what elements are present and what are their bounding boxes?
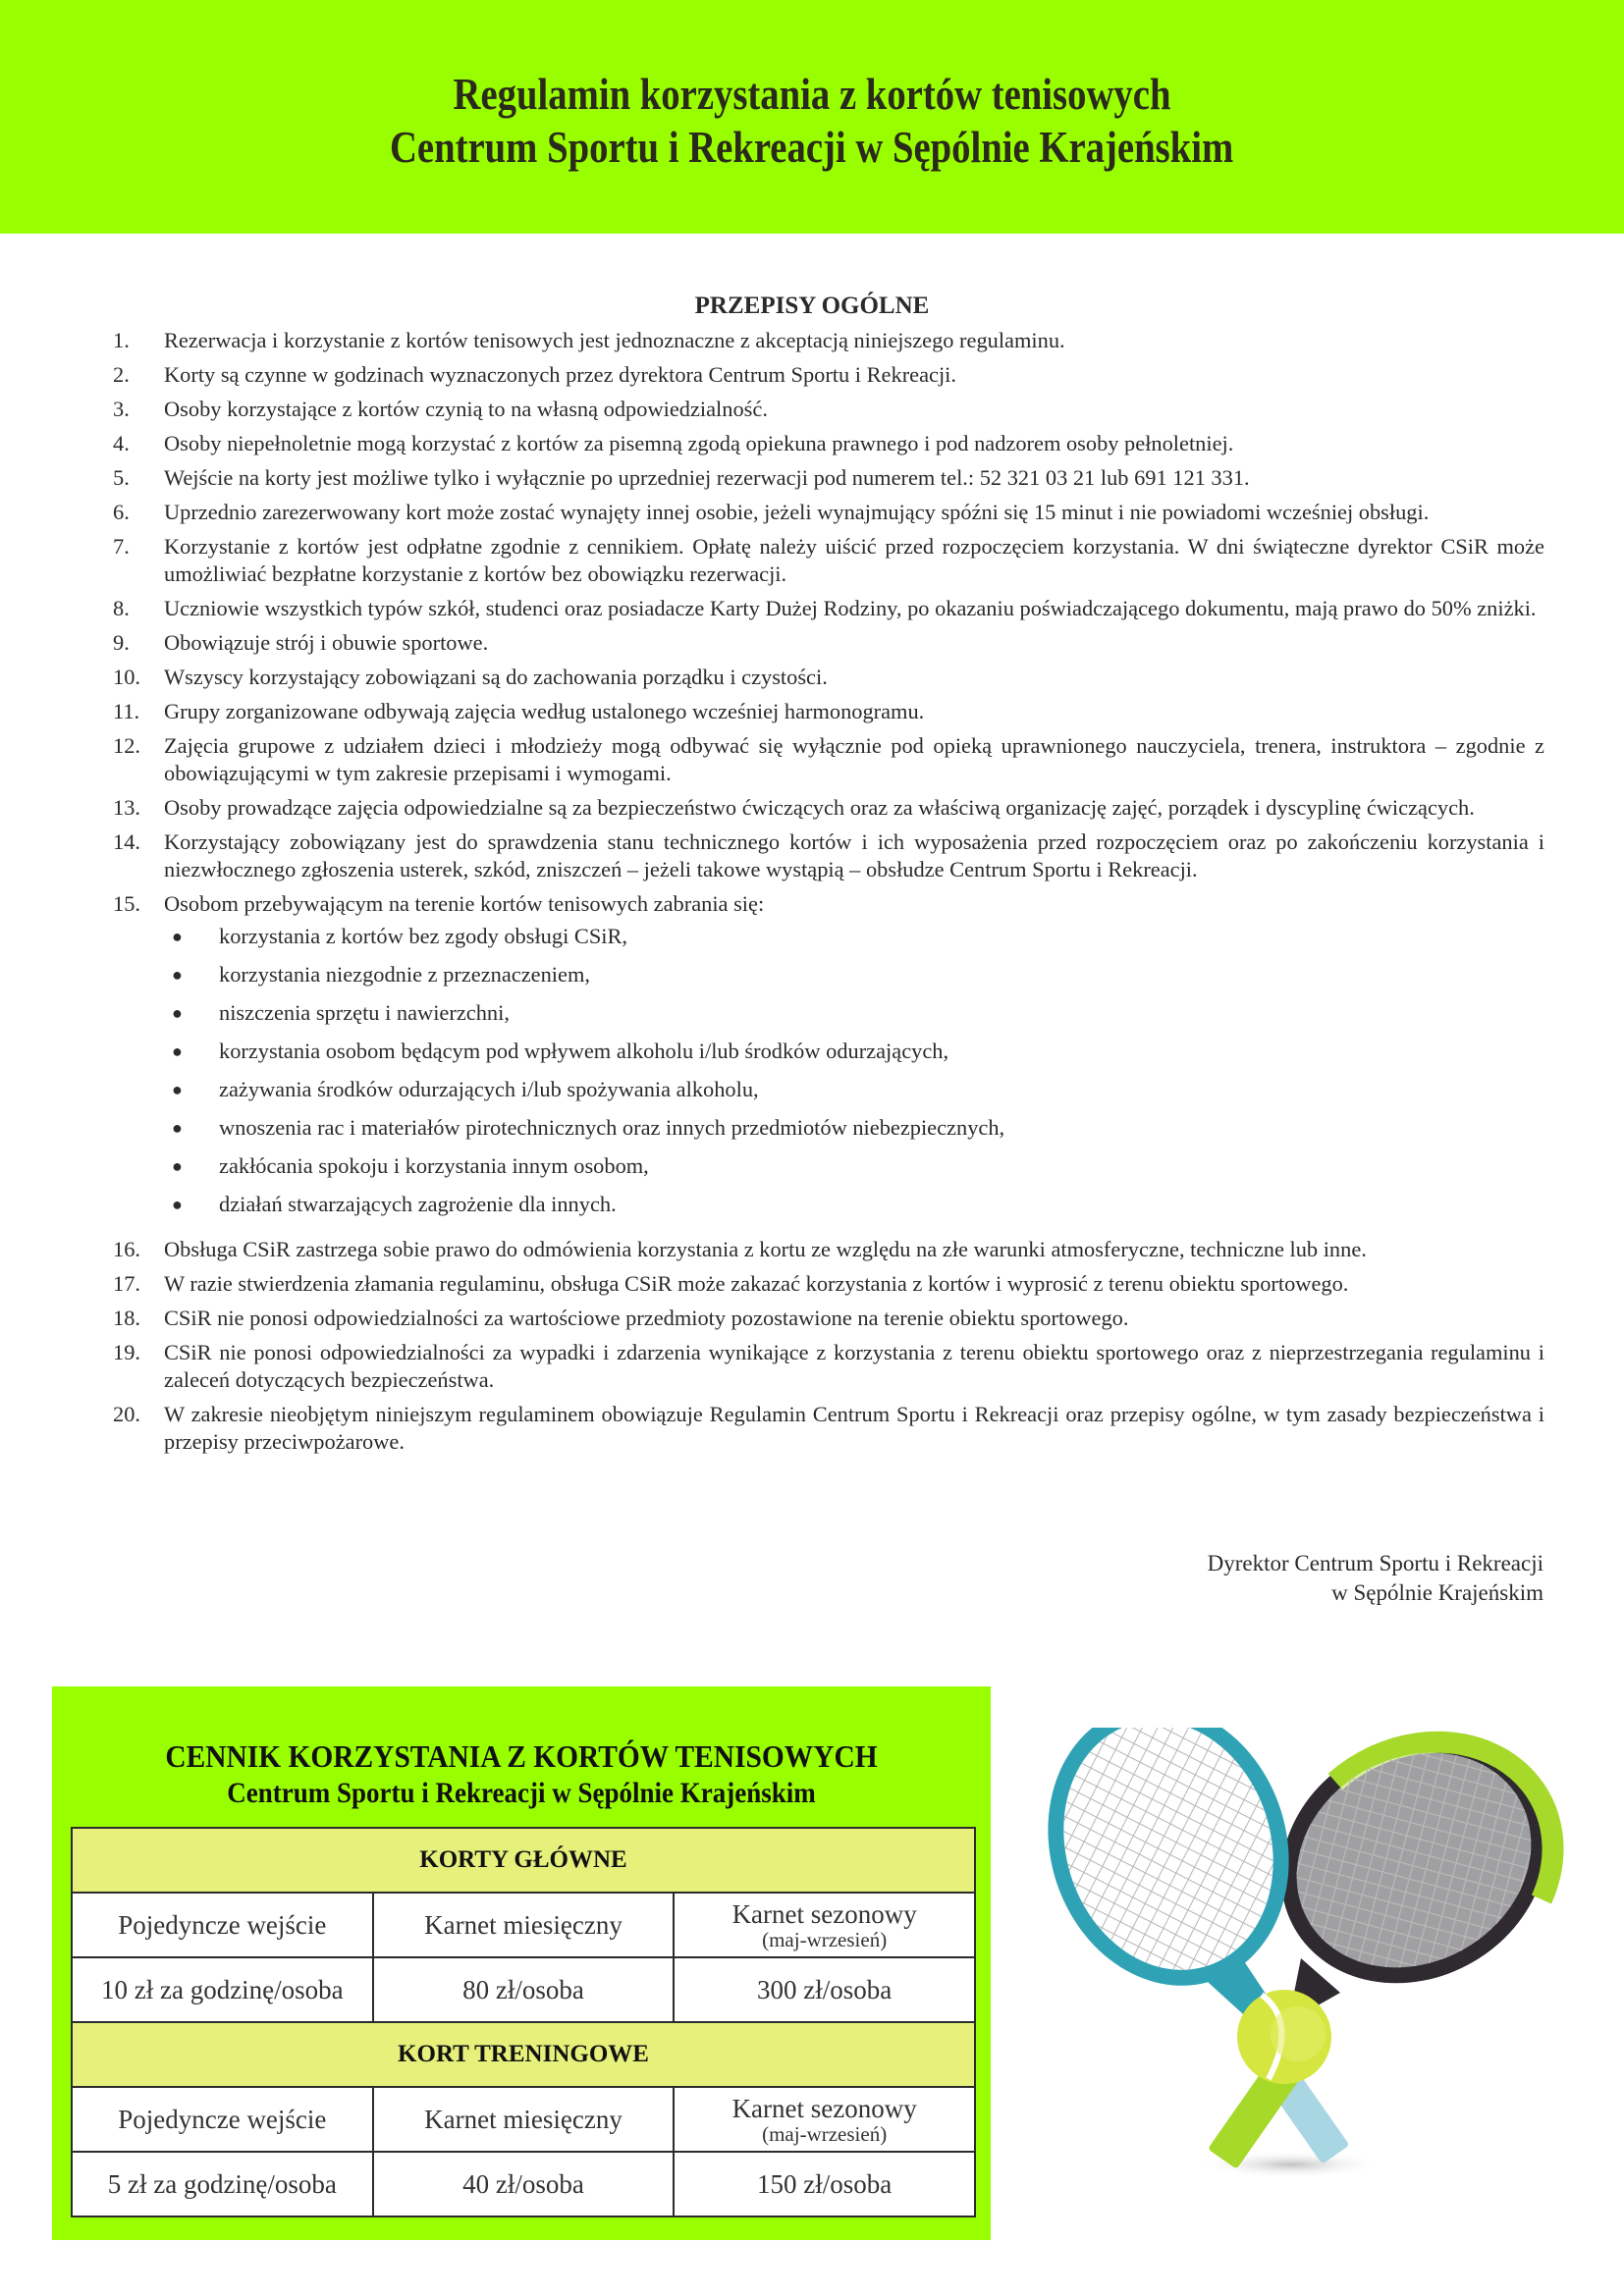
rule-text-block — [164, 1305, 1544, 1332]
tennis-ball — [1237, 1990, 1331, 2084]
bullet-icon: ● — [172, 1195, 183, 1214]
rule-number: 15. — [113, 891, 140, 916]
ticket-type-note: (maj-wrzesień) — [762, 1928, 888, 1951]
rule-text-block — [164, 1236, 1544, 1263]
prohibited-item-text: działań stwarzających zagrożenie dla innych. — [219, 1192, 617, 1216]
price-cell: 10 zł za godzinę/osoba — [72, 1957, 373, 2022]
prohibited-item-text: korzystania z kortów bez zgody obsługi CSiR, — [219, 924, 628, 948]
rule-text: Uprzednio zarezerwowany kort może zostać wynajęty innej osobie, jeżeli wynajmujący spóźni się 15 minut i nie powiadomi wcześniej obsługi. — [164, 500, 1430, 524]
rule-number: 16. — [113, 1237, 140, 1261]
rule-number: 12. — [113, 733, 140, 758]
rule-text: Korzystanie z kortów jest odpłatne zgodnie z cennikiem. Opłatę należy uiścić przed rozpoczęciem korzystania. W dni świąteczne dyrektor CSiR może umożliwiać bezpłatne korzystanie z kortów bez obowiązku rezerwacji. — [164, 534, 1544, 586]
signature — [1208, 1549, 1543, 1608]
rule-text: Rezerwacja i korzystanie z kortów tenisowych jest jednoznaczne z akceptacją niniejszego regulaminu. — [164, 328, 1065, 352]
bullet-icon: ● — [172, 1080, 183, 1099]
rule-item — [111, 828, 1544, 883]
ticket-type-cell — [674, 2087, 975, 2152]
ticket-type-label: Karnet miesięczny — [424, 1910, 623, 1940]
price-row — [72, 1957, 975, 2022]
rule-number: 2. — [113, 362, 130, 387]
rule-item — [111, 1401, 1544, 1456]
prohibited-item — [113, 923, 1544, 950]
right-racket — [1236, 1728, 1591, 2164]
rule-number: 20. — [113, 1402, 140, 1426]
header-banner — [0, 0, 1624, 234]
bullet-icon: ● — [172, 1041, 183, 1061]
rule-text: Osoby niepełnoletnie mogą korzystać z kortów za pisemną zgodą opiekuna prawnego i pod nadzorem osoby pełnoletniej. — [164, 431, 1234, 455]
ticket-type-label: Karnet sezonowy — [731, 2094, 917, 2123]
prohibited-item-text: wnoszenia rac i materiałów pirotechnicznych oraz innych przedmiotów niebezpiecznych, — [219, 1115, 1005, 1140]
rule-text: Osoby korzystające z kortów czynią to na własną odpowiedzialność. — [164, 397, 768, 421]
rule-text: Korty są czynne w godzinach wyznaczonych przez dyrektora Centrum Sportu i Rekreacji. — [164, 362, 957, 387]
rule-number: 13. — [113, 795, 140, 820]
rule-item — [111, 595, 1544, 622]
rule-text-block — [164, 361, 1544, 389]
rule-item — [111, 629, 1544, 657]
group-name: KORT TRENINGOWE — [72, 2022, 975, 2087]
rule-number: 19. — [113, 1340, 140, 1364]
rule-text-block — [164, 828, 1544, 883]
rule-number: 9. — [113, 630, 130, 655]
rule-number: 14. — [113, 829, 140, 854]
pricing-subtitle: Centrum Sportu i Rekreacji w Sępólnie Krajeńskim — [227, 1777, 816, 1809]
rule-text-block — [164, 1270, 1544, 1298]
rule-item — [111, 327, 1544, 354]
rule-text-block — [164, 430, 1544, 457]
rule-item — [111, 361, 1544, 389]
rule-item — [111, 396, 1544, 423]
prohibited-item — [113, 1076, 1544, 1103]
rule-text-block — [164, 533, 1544, 588]
rule-number: 11. — [113, 699, 140, 723]
rule-text: W zakresie nieobjętym niniejszym regulaminem obowiązuje Regulamin Centrum Sportu i Rekreacji oraz przepisy ogólne, w tym zasady bezpieczeństwa i przepisy przeciwpożarowe. — [164, 1402, 1544, 1454]
prohibited-item-text: niszczenia sprzętu i nawierzchni, — [219, 1000, 510, 1025]
prohibited-item-text: zażywania środków odurzających i/lub spożywania alkoholu, — [219, 1077, 759, 1101]
rule-number: 1. — [113, 328, 130, 352]
prohibited-list — [164, 923, 1544, 1218]
rule-text-block — [164, 396, 1544, 423]
rule-item — [111, 430, 1544, 457]
price-cell: 80 zł/osoba — [373, 1957, 675, 2022]
rule-text: CSiR nie ponosi odpowiedzialności za wartościowe przedmioty pozostawione na terenie obiektu sportowego. — [164, 1306, 1129, 1330]
rule-text: Uczniowie wszystkich typów szkół, studenci oraz posiadacze Karty Dużej Rodziny, po okazaniu poświadczającego dokumentu, mają prawo do 50% zniżki. — [164, 596, 1537, 620]
bullet-icon: ● — [172, 1118, 183, 1138]
rule-item — [111, 664, 1544, 691]
rule-text-block — [164, 1401, 1544, 1456]
ticket-type-label: Pojedyncze wejście — [118, 1910, 327, 1940]
ticket-type-label: Karnet sezonowy — [731, 1899, 917, 1929]
signature-line2: w Sępólnie Krajeńskim — [1331, 1580, 1543, 1605]
rule-item — [111, 1305, 1544, 1332]
rule-text: Obowiązuje strój i obuwie sportowe. — [164, 630, 489, 655]
prohibited-item — [113, 1152, 1544, 1180]
prohibited-item — [113, 961, 1544, 988]
rule-number: 17. — [113, 1271, 140, 1296]
rule-text-block — [164, 464, 1544, 492]
rule-item — [111, 890, 1544, 1229]
rule-item — [111, 698, 1544, 725]
rule-text: Grupy zorganizowane odbywają zajęcia według ustalonego wcześniej harmonogramu. — [164, 699, 925, 723]
prohibited-item-text: zakłócania spokoju i korzystania innym osobom, — [219, 1153, 649, 1178]
rule-number: 5. — [113, 465, 130, 490]
rule-item — [111, 464, 1544, 492]
group-header-row — [72, 2022, 975, 2087]
rule-text-block — [164, 1339, 1544, 1394]
rule-text-block — [164, 595, 1544, 622]
ticket-type-cell — [72, 2087, 373, 2152]
page-title-line1: Regulamin korzystania z kortów tenisowych — [453, 70, 1171, 119]
rule-text-block — [164, 698, 1544, 725]
price-row — [72, 2152, 975, 2216]
rule-text: Wszyscy korzystający zobowiązani są do zachowania porządku i czystości. — [164, 665, 828, 689]
section-title: PRZEPISY OGÓLNE — [694, 293, 930, 319]
rule-text-block — [164, 794, 1544, 822]
ticket-type-label: Pojedyncze wejście — [118, 2105, 327, 2134]
rule-number: 7. — [113, 534, 130, 559]
price-cell: 5 zł za godzinę/osoba — [72, 2152, 373, 2216]
rule-text: W razie stwierdzenia złamania regulaminu, obsługa CSiR może zakazać korzystania z kortów i wyprosić z terenu obiektu sportowego. — [164, 1271, 1349, 1296]
ticket-type-row — [72, 1893, 975, 1957]
bullet-icon: ● — [172, 965, 183, 985]
rule-item — [111, 533, 1544, 588]
rule-text-block — [164, 629, 1544, 657]
bullet-icon: ● — [172, 1003, 183, 1023]
rule-item — [111, 794, 1544, 822]
price-cell: 40 zł/osoba — [373, 2152, 675, 2216]
pricing-title: CENNIK KORZYSTANIA Z KORTÓW TENISOWYCH — [165, 1738, 878, 1774]
rule-text-block — [164, 732, 1544, 787]
prohibited-item-text: korzystania niezgodnie z przeznaczeniem, — [219, 962, 590, 987]
rule-text: Wejście na korty jest możliwe tylko i wyłącznie po uprzedniej rezerwacji pod numerem tel.: 52 321 03 21 lub 691 121 331. — [164, 465, 1250, 490]
group-header-row — [72, 1828, 975, 1893]
prohibited-item-text: korzystania osobom będącym pod wpływem alkoholu i/lub środków odurzających, — [219, 1039, 949, 1063]
rule-text: Osobom przebywającym na terenie kortów tenisowych zabrania się: — [164, 891, 765, 916]
ticket-type-cell — [373, 2087, 675, 2152]
prohibited-item — [113, 1038, 1544, 1065]
ticket-type-cell — [674, 1893, 975, 1957]
rule-text: Korzystający zobowiązany jest do sprawdzenia stanu technicznego kortów i ich wyposażenia przed rozpoczęciem oraz po zakończeniu korzystania i niezwłocznego zgłoszenia usterek, szkód, zniszczeń – jeżeli takowe wystąpią – obsłudze Centrum Sportu i Rekreacji. — [164, 829, 1544, 881]
ticket-type-cell — [72, 1893, 373, 1957]
signature-line1: Dyrektor Centrum Sportu i Rekreacji — [1207, 1551, 1543, 1575]
page-title-line2: Centrum Sportu i Rekreacji w Sępólnie Krajeńskim — [390, 123, 1234, 172]
rule-text-block — [164, 499, 1544, 526]
rule-text-block — [164, 664, 1544, 691]
ticket-type-row — [72, 2087, 975, 2152]
rule-item — [111, 1339, 1544, 1394]
rule-text: Zajęcia grupowe z udziałem dzieci i młodzieży mogą odbywać się wyłącznie pod opieką uprawnionego nauczyciela, trenera, instruktora – zgodnie z obowiązującymi w tym zakresie przepisami i wymogami. — [164, 733, 1544, 785]
rule-number: 18. — [113, 1306, 140, 1330]
ticket-type-note: (maj-wrzesień) — [762, 2122, 888, 2146]
tennis-rackets-and-ball-icon — [1041, 1728, 1591, 2258]
rule-number: 8. — [113, 596, 130, 620]
rule-text: Obsługa CSiR zastrzega sobie prawo do odmówienia korzystania z kortu ze względu na złe warunki atmosferyczne, techniczne lub inne. — [164, 1237, 1367, 1261]
rule-number: 3. — [113, 397, 130, 421]
rule-text-block — [164, 890, 1544, 1229]
rule-item — [111, 1236, 1544, 1263]
price-cell: 300 zł/osoba — [674, 1957, 975, 2022]
group-name: KORTY GŁÓWNE — [72, 1828, 975, 1893]
prohibited-item — [113, 1114, 1544, 1142]
rule-number: 4. — [113, 431, 130, 455]
prohibited-item — [113, 999, 1544, 1027]
bullet-icon: ● — [172, 927, 183, 946]
left-racket — [1041, 1728, 1325, 2169]
rules-list — [111, 327, 1544, 1463]
prohibited-item — [113, 1191, 1544, 1218]
price-cell: 150 zł/osoba — [674, 2152, 975, 2216]
rule-item — [111, 732, 1544, 787]
rule-item — [111, 499, 1544, 526]
rule-number: 6. — [113, 500, 130, 524]
rule-text: Osoby prowadzące zajęcia odpowiedzialne są za bezpieczeństwo ćwiczących oraz za właściwą organizację zajęć, porządek i dyscyplinę ćwiczących. — [164, 795, 1475, 820]
rule-item — [111, 1270, 1544, 1298]
pricing-table — [71, 1827, 976, 2217]
rule-text-block — [164, 327, 1544, 354]
rule-number: 10. — [113, 665, 140, 689]
ticket-type-label: Karnet miesięczny — [424, 2105, 623, 2134]
pricing-box — [52, 1686, 991, 2240]
ticket-type-cell — [373, 1893, 675, 1957]
rule-text: CSiR nie ponosi odpowiedzialności za wypadki i zdarzenia wynikające z korzystania z terenu obiektu sportowego oraz z nieprzestrzegania regulaminu i zaleceń dotyczących bezpieczeństwa. — [164, 1340, 1544, 1392]
bullet-icon: ● — [172, 1156, 183, 1176]
